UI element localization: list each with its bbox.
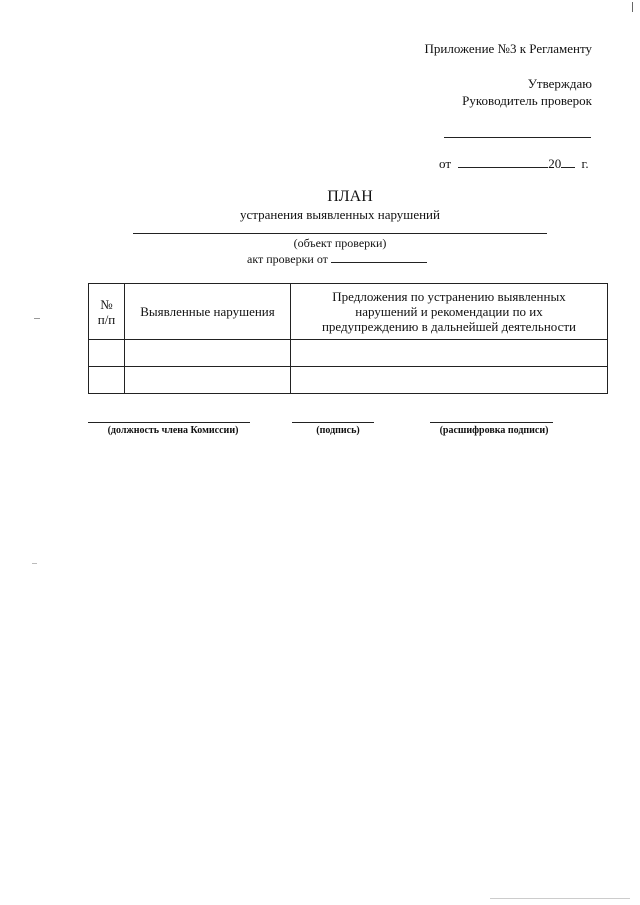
table-cell <box>89 367 125 394</box>
decoding-line <box>430 422 553 423</box>
object-line <box>133 233 547 234</box>
approval-date <box>439 156 589 172</box>
table-cell <box>291 340 608 367</box>
page-title: ПЛАН <box>327 188 373 205</box>
col-violations-header: Выявленные нарушения <box>125 284 291 340</box>
appendix-note: Приложение №3 к Регламенту <box>424 41 592 56</box>
date-blank <box>458 156 548 168</box>
signature-label: (подпись) <box>316 425 360 436</box>
act-row <box>247 252 427 267</box>
table-cell <box>125 367 291 394</box>
position-label: (должность члена Комиссии) <box>107 425 239 436</box>
violations-table <box>88 283 608 394</box>
date-prefix: от <box>439 156 452 171</box>
year-suffix: г. <box>581 156 589 171</box>
head-title: Руководитель проверок <box>462 93 592 108</box>
position-line <box>88 422 250 423</box>
page-subtitle: устранения выявленных нарушений <box>240 207 440 222</box>
scan-mark <box>632 2 633 12</box>
scan-mark <box>34 318 40 319</box>
act-label: акт проверки от <box>247 252 328 266</box>
table-cell <box>89 340 125 367</box>
approve-label: Утверждаю <box>527 76 592 91</box>
table-cell <box>291 367 608 394</box>
table-header-row <box>89 284 608 340</box>
decoding-label: (расшифровка подписи) <box>439 425 549 436</box>
table-row <box>89 340 608 367</box>
scan-mark <box>32 563 37 564</box>
signature-line <box>292 422 374 423</box>
year-blank <box>561 156 575 168</box>
act-date-blank <box>331 252 427 263</box>
table-cell <box>125 340 291 367</box>
year-prefix: 20 <box>548 156 562 171</box>
object-label: (объект проверки) <box>293 236 387 250</box>
scan-mark <box>490 898 630 899</box>
col-number-header: № п/п <box>89 284 125 340</box>
col-proposals-header: Предложения по устранению выявленных нарушений и рекомендации по их предупреждению в дальнейшей деятельности <box>291 284 608 340</box>
table-row <box>89 367 608 394</box>
head-signature-line <box>444 137 591 138</box>
